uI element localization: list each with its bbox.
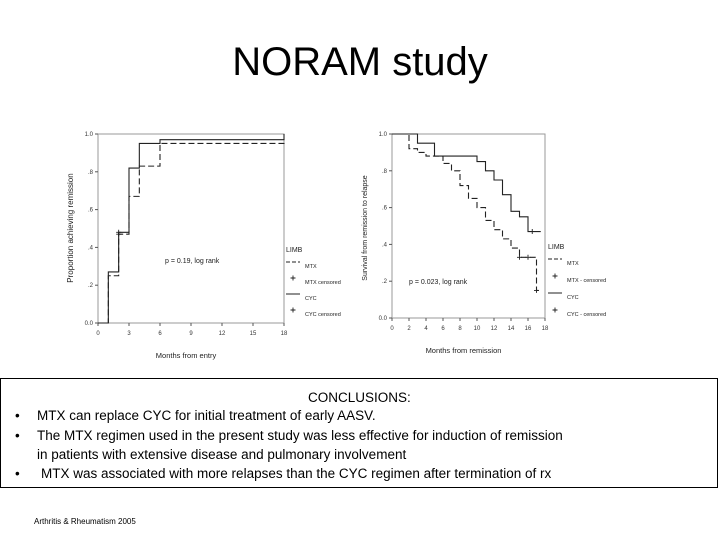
conclusion-item-3: MTX was associated with more relapses than the CYC regimen after termination of rx xyxy=(41,466,552,481)
bullet-dot: • xyxy=(15,466,20,481)
x-tick-label: 18 xyxy=(280,331,288,337)
plot-frame xyxy=(392,134,545,318)
x-tick-label: 2 xyxy=(407,326,411,332)
y-tick-label: 0.0 xyxy=(378,316,387,322)
legend-censor-symbol xyxy=(291,276,296,281)
x-tick-label: 18 xyxy=(541,326,549,332)
censor-mark-mtx xyxy=(526,255,531,260)
legend-title: LIMB xyxy=(286,247,303,254)
legend-entry: MTX xyxy=(567,261,579,267)
censor-mark-cyc xyxy=(530,229,535,234)
legend-entry: MTX - censored xyxy=(567,278,607,284)
y-tick-label: 0.0 xyxy=(84,321,93,327)
x-tick-label: 6 xyxy=(158,331,162,337)
legend-entry: CYC - censored xyxy=(567,312,607,318)
bullet-dot: • xyxy=(15,428,20,443)
conclusions-box xyxy=(0,378,718,488)
x-axis-title: Months from remission xyxy=(425,346,502,355)
legend-entry: CYC censored xyxy=(305,312,341,318)
y-tick-label: .4 xyxy=(87,245,93,252)
legend-entry: MTX xyxy=(305,264,317,270)
remission-chart xyxy=(60,120,360,370)
y-tick-label: .2 xyxy=(381,279,387,286)
y-axis-title: Survival from remission to relapse xyxy=(362,175,369,281)
series-mtx-curve xyxy=(98,140,284,323)
series-cyc-curve xyxy=(98,134,284,323)
legend-entry: CYC xyxy=(305,296,317,302)
x-tick-label: 9 xyxy=(189,331,193,337)
conclusion-item-2: The MTX regimen used in the present study was less effective for induction of remission xyxy=(37,428,563,443)
x-tick-label: 15 xyxy=(249,331,257,337)
series-mtx-curve xyxy=(392,134,541,290)
legend-title: LIMB xyxy=(548,244,565,251)
censor-mark-mtx xyxy=(534,288,539,293)
conclusion-item-1: MTX can replace CYC for initial treatment of early AASV. xyxy=(37,408,376,423)
x-tick-label: 0 xyxy=(390,326,394,332)
x-tick-label: 12 xyxy=(218,331,226,337)
y-axis-title: Proportion achieving remission xyxy=(66,173,75,283)
legend-censor-symbol xyxy=(553,274,558,279)
x-tick-label: 8 xyxy=(458,326,462,332)
citation: Arthritis & Rheumatism 2005 xyxy=(34,517,136,526)
x-tick-label: 12 xyxy=(490,326,498,332)
x-tick-label: 3 xyxy=(127,331,131,337)
x-tick-label: 14 xyxy=(507,326,515,332)
conclusions-heading: CONCLUSIONS: xyxy=(308,390,411,405)
x-tick-label: 10 xyxy=(473,326,481,332)
y-tick-label: .6 xyxy=(87,207,93,214)
plot-frame xyxy=(98,134,284,323)
censor-mark-mtx xyxy=(517,255,522,260)
y-tick-label: .8 xyxy=(87,169,93,176)
x-tick-label: 4 xyxy=(424,326,428,332)
x-tick-label: 6 xyxy=(441,326,445,332)
y-tick-label: .2 xyxy=(87,283,93,290)
relapse-chart xyxy=(355,120,630,370)
legend-entry: MTX censored xyxy=(305,280,341,286)
y-tick-label: 1.0 xyxy=(378,132,387,138)
legend-censor-symbol xyxy=(553,308,558,313)
slide-title: NORAM study xyxy=(232,40,488,84)
legend-entry: CYC xyxy=(567,295,579,301)
y-tick-label: .4 xyxy=(381,242,387,249)
x-axis-title: Months from entry xyxy=(155,351,217,360)
p-value-annotation: p = 0.19, log rank xyxy=(165,258,220,265)
y-tick-label: 1.0 xyxy=(84,132,93,138)
conclusion-item-2-continued: in patients with extensive disease and pulmonary involvement xyxy=(37,447,407,462)
x-tick-label: 0 xyxy=(96,331,100,337)
y-tick-label: .6 xyxy=(381,205,387,212)
y-tick-label: .8 xyxy=(381,168,387,175)
x-tick-label: 16 xyxy=(524,326,532,332)
p-value-annotation: p = 0.023, log rank xyxy=(409,279,468,286)
bullet-dot: • xyxy=(15,408,20,423)
legend-censor-symbol xyxy=(291,308,296,313)
